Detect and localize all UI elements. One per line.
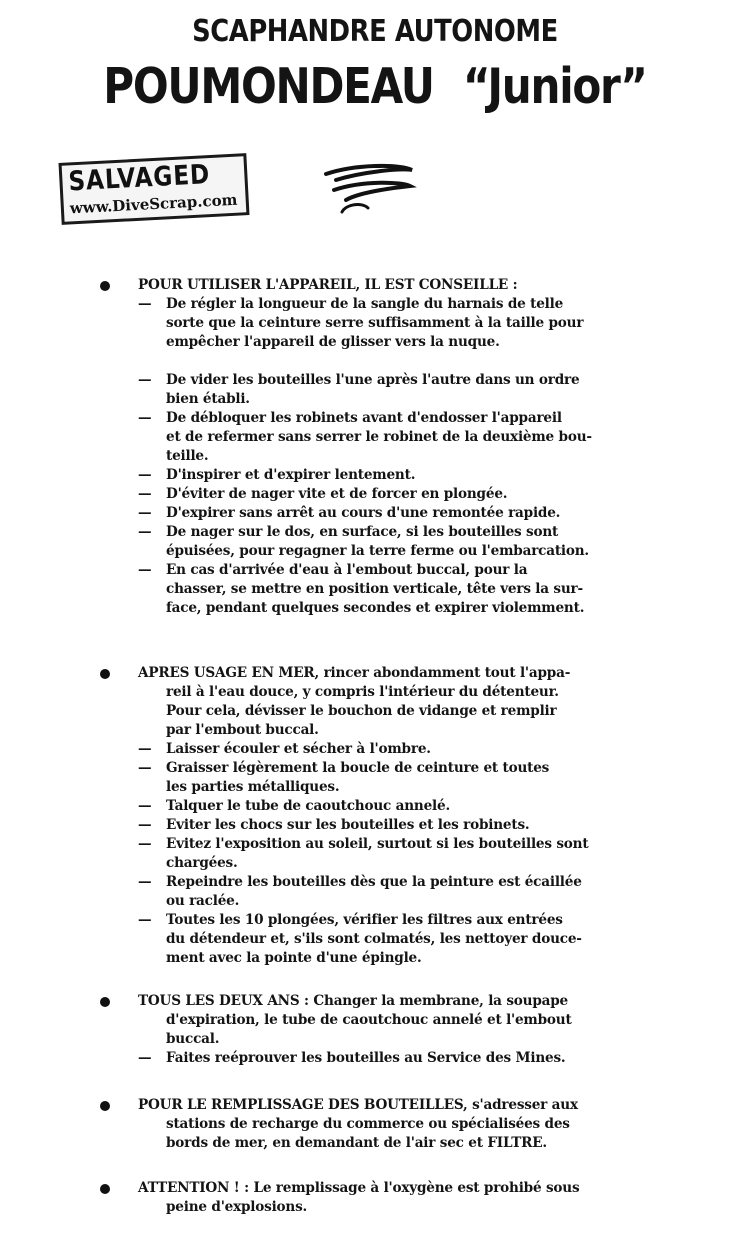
instruction-text: De débloquer les robinets avant d'endosser l'appareil [166,410,562,426]
instruction-text: Talquer le tube de caoutchouc annelé. [166,798,451,814]
instruction-item-line [100,504,652,523]
dash-marker: — [138,760,152,776]
instruction-text: sorte que la ceinture serre suffisamment à la taille pour [166,315,584,331]
instruction-section [100,992,652,1068]
salvaged-stamp [59,153,250,225]
dash-marker: — [138,562,152,578]
instruction-item-line [100,371,652,390]
instruction-item-line [100,295,652,314]
bullet-icon [100,1184,110,1194]
section-heading-line: reil à l'eau douce, y compris l'intérieur du détenteur. [166,684,559,700]
instruction-text: Graisser légèrement la boucle de ceinture et toutes [166,760,550,776]
instruction-item-line [100,778,652,797]
instruction-text: chargées. [166,855,238,871]
instruction-item-line [100,485,652,504]
instruction-section [100,664,652,968]
section-heading-line: ATTENTION ! : Le remplissage à l'oxygène est prohibé sous [138,1180,580,1196]
dash-marker: — [138,467,152,483]
instruction-item-line [100,911,652,930]
stamp-website-text: www.DiveScrap.com [69,190,238,218]
brand-name: POUMONDEAU [103,58,434,115]
instruction-text: ou raclée. [166,893,240,909]
instruction-section [100,1096,652,1153]
instruction-text: du détendeur et, s'ils sont colmatés, les nettoyer douce- [166,931,582,947]
instruction-text: D'éviter de nager vite et de forcer en plongée. [166,486,508,502]
instruction-item-line [100,428,652,447]
dash-marker: — [138,372,152,388]
section-heading-line: bords de mer, en demandant de l'air sec et FILTRE. [166,1135,547,1151]
instruction-text: ment avec la pointe d'une épingle. [166,950,422,966]
instruction-item-line [100,447,652,466]
instruction-item-line [100,892,652,911]
instruction-text: D'expirer sans arrêt au cours d'une remontée rapide. [166,505,561,521]
instruction-item-line [100,314,652,333]
section-heading-line: par l'embout buccal. [166,722,319,738]
dash-marker: — [138,410,152,426]
instruction-section [100,276,652,618]
bullet-icon [100,669,110,679]
instruction-text: De vider les bouteilles l'une après l'autre dans un ordre [166,372,580,388]
section-heading-line: Pour cela, dévisser le bouchon de vidange et remplir [166,703,557,719]
instruction-text: Laisser écouler et sécher à l'ombre. [166,741,431,757]
model-name: “Junior” [462,58,647,115]
page-title-line1: SCAPHANDRE AUTONOME [192,14,558,49]
instruction-text: Faites reéprouver les bouteilles au Service des Mines. [166,1050,566,1066]
instruction-item-line [100,1049,652,1068]
instruction-text: épuisées, pour regagner la terre ferme ou l'embarcation. [166,543,589,559]
section-heading-line: TOUS LES DEUX ANS : Changer la membrane, la soupape [138,993,568,1009]
instruction-item-line [100,835,652,854]
instruction-item-line [100,854,652,873]
instruction-item-line [100,599,652,618]
dash-marker: — [138,524,152,540]
instruction-item-line [100,390,652,409]
instruction-text: Repeindre les bouteilles dès que la peinture est écaillée [166,874,582,890]
instruction-text: chasser, se mettre en position verticale, tête vers la sur- [166,581,583,597]
instruction-text: bien établi. [166,391,250,407]
dash-marker: — [138,1050,152,1066]
dash-marker: — [138,798,152,814]
instruction-item-line [100,740,652,759]
bullet-icon [100,1101,110,1111]
bullet-icon [100,997,110,1007]
dash-marker: — [138,741,152,757]
instruction-item-line [100,873,652,892]
instruction-text: D'inspirer et d'expirer lentement. [166,467,416,483]
instruction-item-line [100,523,652,542]
section-heading-line: POUR LE REMPLISSAGE DES BOUTEILLES, s'adresser aux [138,1097,578,1113]
section-heading-line: APRES USAGE EN MER, rincer abondamment tout l'appa- [138,665,571,681]
section-heading-line: stations de recharge du commerce ou spécialisées des [166,1116,570,1132]
instruction-text: De nager sur le dos, en surface, si les bouteilles sont [166,524,559,540]
instruction-text: En cas d'arrivée d'eau à l'embout buccal, pour la [166,562,528,578]
section-heading-line: peine d'explosions. [166,1199,308,1215]
section-heading-line: buccal. [166,1031,220,1047]
instruction-item-line [100,542,652,561]
instruction-text: De régler la longueur de la sangle du harnais de telle [166,296,564,312]
instruction-text: face, pendant quelques secondes et expirer violemment. [166,600,585,616]
dash-marker: — [138,912,152,928]
dash-marker: — [138,486,152,502]
instruction-text: et de refermer sans serrer le robinet de la deuxième bou- [166,429,592,445]
instruction-text: Toutes les 10 plongées, vérifier les filtres aux entrées [166,912,563,928]
instruction-item-line [100,561,652,580]
instruction-text: empêcher l'appareil de glisser vers la nuque. [166,334,500,350]
instruction-item-line [100,930,652,949]
instruction-item-line [100,797,652,816]
instruction-item-line [100,580,652,599]
dash-marker: — [138,836,152,852]
section-heading-line: d'expiration, le tube de caoutchouc annelé et l'embout [166,1012,572,1028]
instruction-item-line [100,759,652,778]
instruction-text: Eviter les chocs sur les bouteilles et les robinets. [166,817,530,833]
section-heading-line: POUR UTILISER L'APPAREIL, IL EST CONSEILLE : [138,277,518,293]
instruction-section [100,1179,652,1217]
instruction-text: Evitez l'exposition au soleil, surtout si les bouteilles sont [166,836,589,852]
instruction-item-line [100,466,652,485]
dash-marker: — [138,296,152,312]
instruction-text: les parties métalliques. [166,779,340,795]
instruction-item-line [100,409,652,428]
instruction-item-line [100,333,652,352]
dash-marker: — [138,817,152,833]
instruction-text: teille. [166,448,209,464]
swirl-logo-icon [316,156,424,228]
page-title-brand [53,58,698,115]
dash-marker: — [138,874,152,890]
bullet-icon [100,281,110,291]
dash-marker: — [138,505,152,521]
stamp-main-text: SALVAGED [67,159,211,198]
instruction-item-line [100,816,652,835]
instruction-item-line [100,949,652,968]
